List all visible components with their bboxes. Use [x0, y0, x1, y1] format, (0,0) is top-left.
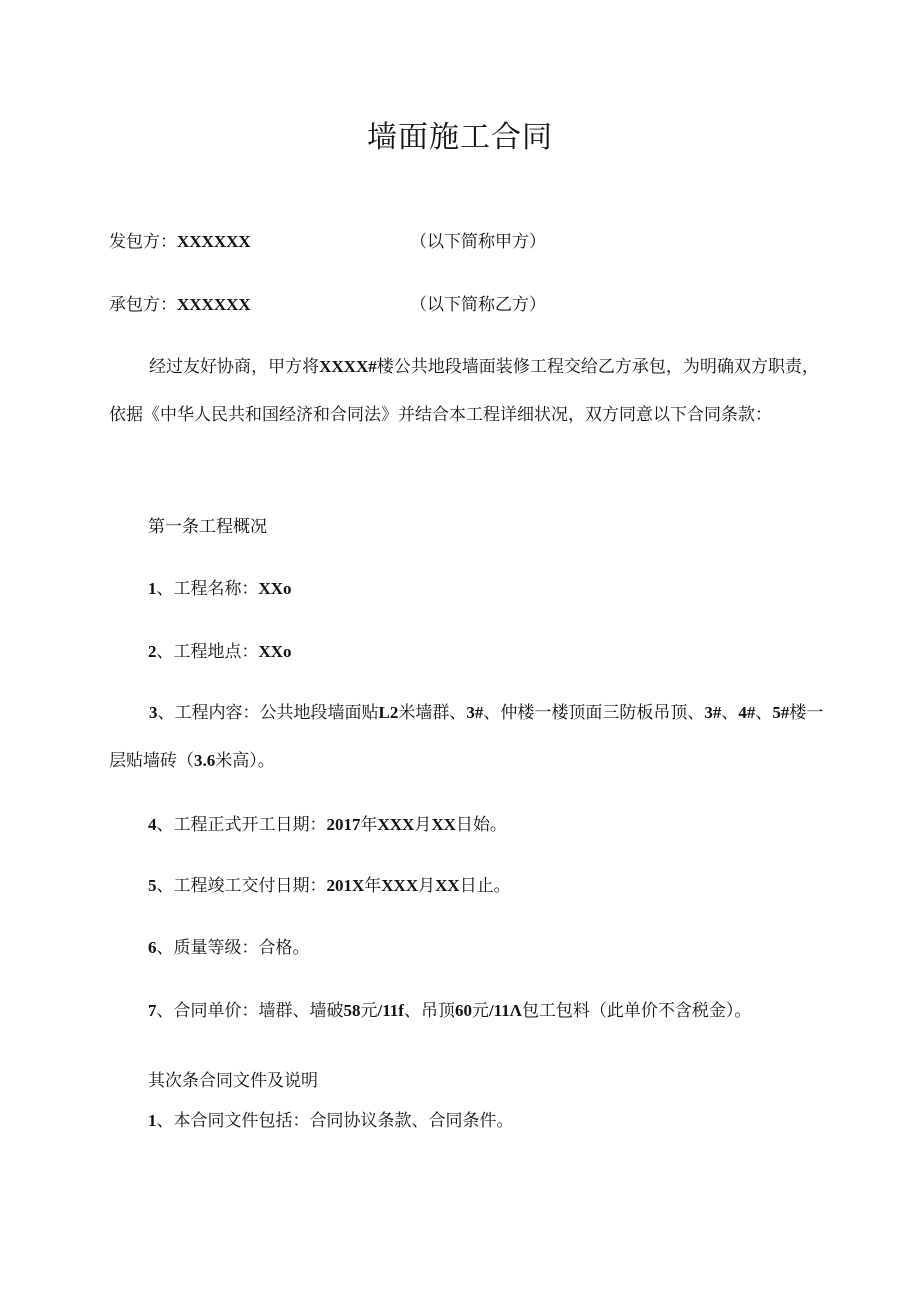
- contractor-name: XXXXXX: [177, 295, 251, 314]
- article1-heading: 第一条工程概况: [148, 517, 267, 537]
- article1-item-5: [148, 873, 511, 899]
- item-value: 3#: [466, 703, 484, 722]
- item-value: 60: [454, 1001, 472, 1020]
- item-value: XXo: [258, 579, 292, 598]
- page-title: 墙面施工合同: [367, 120, 553, 155]
- item-value: XXX: [381, 876, 419, 895]
- item-text: 、质量等级：合格。: [156, 938, 310, 958]
- article1-item-4: [148, 812, 507, 838]
- contractor-line: [109, 292, 251, 318]
- item-text: 、: [721, 703, 739, 723]
- item-text: 月: [414, 815, 432, 835]
- contractor-label: 承包方：: [109, 295, 177, 315]
- item-value: XXX: [377, 815, 415, 834]
- item-number: 5: [148, 876, 157, 895]
- item-text: 月: [418, 876, 436, 896]
- intro-text-2: 楼公共地段墙面装修工程交给乙方承包，为明确双方职责，依据《中华人民共和国经济和合同法》并结合本工程详细状况，双方同意以下合同条款：: [109, 357, 819, 425]
- item-text: 、吊顶: [403, 1001, 455, 1021]
- employer-line: [109, 229, 251, 255]
- article1-item-1: [148, 576, 292, 602]
- item-value: 3.6: [194, 751, 216, 770]
- item-value: 4#: [738, 703, 756, 722]
- item-text: 、合同单价：墙群、墙破: [156, 1001, 344, 1021]
- employer-name: XXXXXX: [177, 232, 251, 251]
- item-text: 年: [360, 815, 378, 835]
- item-number: 2: [148, 642, 157, 661]
- item-value: 5#: [772, 703, 790, 722]
- item-value: /11Λ: [488, 1001, 522, 1020]
- item-value: L2: [378, 703, 399, 722]
- intro-project-code: XXXX#: [319, 357, 377, 376]
- item-text: 、工程竣工交付日期：: [156, 876, 327, 896]
- item-value: 3#: [704, 703, 722, 722]
- item-text: 楼一层贴墙砖（: [109, 703, 824, 771]
- item-text: 米高）。: [215, 751, 275, 771]
- item-value: 2017: [326, 815, 361, 834]
- item-text: 、工程正式开工日期：: [156, 815, 327, 835]
- intro-text-1: 经过友好协商，甲方将: [149, 357, 320, 377]
- item-text: 、工程内容：公共地段墙面贴: [157, 703, 379, 723]
- item-value: 58: [343, 1001, 361, 1020]
- item-value: XX: [431, 815, 456, 834]
- item-text: 日止。: [459, 876, 511, 896]
- item-value: XXo: [258, 642, 292, 661]
- item-text: 、仲楼一楼顶面三防板吊顶、: [483, 703, 705, 723]
- item-number: 4: [148, 815, 157, 834]
- item-number: 6: [148, 938, 157, 957]
- item-text: 、本合同文件包括：合同协议条款、合同条件。: [156, 1111, 514, 1131]
- employer-note: （以下简称甲方）: [410, 232, 546, 252]
- intro-paragraph: [109, 343, 819, 439]
- item-value: 201X: [326, 876, 365, 895]
- employer-label: 发包方：: [109, 232, 177, 252]
- item-text: 、工程地点：: [156, 642, 259, 662]
- item-number: 1: [148, 579, 157, 598]
- item-number: 1: [148, 1111, 157, 1130]
- item-text: 元: [471, 1001, 489, 1021]
- item-text: 年: [364, 876, 382, 896]
- article2-heading: 其次条合同文件及说明: [148, 1071, 318, 1091]
- article1-item-6: [148, 935, 310, 961]
- item-number: 3: [149, 703, 158, 722]
- item-value: XX: [435, 876, 460, 895]
- contractor-note: （以下简称乙方）: [410, 295, 546, 315]
- article1-item-2: [148, 639, 292, 665]
- item-text: 米墙群、: [398, 703, 467, 723]
- item-value: /11f: [377, 1001, 404, 1020]
- article1-item-7: [148, 998, 751, 1024]
- item-text: 日始。: [455, 815, 507, 835]
- item-text: 、: [755, 703, 773, 723]
- article1-item-3: [109, 689, 829, 785]
- article2-item-1: [148, 1108, 514, 1134]
- item-text: 元: [360, 1001, 378, 1021]
- item-text: 、工程名称：: [156, 579, 259, 599]
- item-number: 7: [148, 1001, 157, 1020]
- item-text: 包工包料（此单价不含税金）。: [521, 1001, 752, 1021]
